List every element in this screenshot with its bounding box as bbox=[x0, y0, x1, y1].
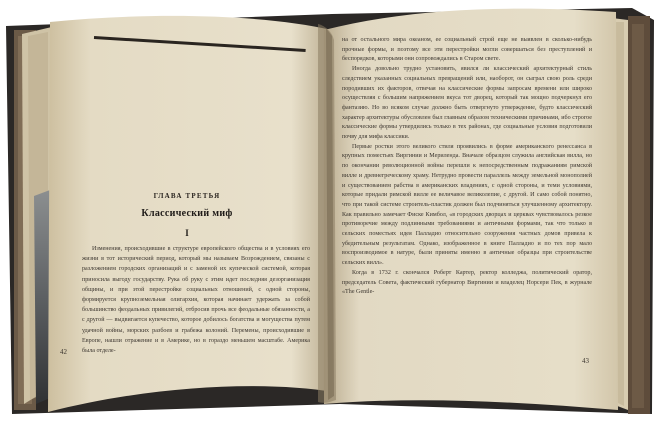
paragraph: Первые ростки этого великого стиля проявились в форме американского ренессанса в крупных поместьях Виргинии и Мериленда. Вначале образцом служила английская вилла, но по окончании революционной войны перешли к непосредственным подражаниям римской вилле и древнегреческому храму. Нетрудно провести параллель между земельной монополией и существованием рабства в американских владениях, с одной стороны, и теми условиями, которые придали римской вилле ее величавое великолепие, с другой. И само собой понятно, что при такой системе строитель-пластик должен был подчиняться улучшенному архитектору. Как правильно замечает Фиске Кимбол, «в городских дворцах и церквах чувствовалось резкое противоречие между подлинными требованиями и античными формами, так что только в сельских поместьях идея Палладио относительно сооружения частных домов привела к убедительным результатам. Однако, изображенное в книге Палладио и по тех пор мало воспроизводимое в натуре, были приняты именно в античные образцы при строительстве сельских вилл». bbox=[342, 143, 592, 267]
paragraph: на от остального мира океаном, ее социальный строй еще не выявлен в сколько-нибудь прочные формы, и поэтому все эти перестройки могли совершаться без преступлений и беспорядков, которыми они сопровождались в Старом свете. bbox=[342, 37, 592, 63]
photo-plate-strip bbox=[34, 190, 50, 404]
right-page-body bbox=[342, 36, 592, 298]
chapter-title: Классический миф bbox=[141, 208, 233, 219]
paragraph: Иногда довольно трудно установить, явился ли классический архитектурный стиль следствием указанных социальных превращений или, наоборот, он сыграл свою роль среди породивших их факторов, отвечая на классические формы запросам времени или широко осуществляя с большим напряжением вкуса тот дворец, который так мощно подчеркнул его фантазию. Но во всяком случае должно быть отвергнуто утверждение, будто классический характер архитектуры обусловлен был главным образом техническими причинами, ибо строгое классические формы утвердились только в тех районах, где социальные условия подготовили почву для мифа классики. bbox=[342, 66, 592, 141]
right-page bbox=[336, 36, 614, 372]
left-page-body: Изменения, происходившие в структуре европейского общества и в условиях его жизни в тот исторический период, который мы называем Возрождением, связаны с разложением городских организаций и с заменой их купеческой системой, которая приносила выгоду государству. Рука об руку с этим идет последняя дезорганизация общины, и при этой перестройке социальных отношений, с одной стороны, формируется крупноземельная олигархия, которая начинает удержать за собой большинство феодальных привилегий, отбросив прочь все феодальные обязанности, а с другой — выдвигается купечество, которое добилось богатства и могущества путем удачной войны, морских разбоев и грабежа колоний. Перемены, происходившие в Европе, нашли отражение и в Америке, но в гораздо меньшем масштабе. Америка была отделе- bbox=[82, 246, 310, 355]
left-page bbox=[56, 22, 318, 380]
right-page-number: 43 bbox=[582, 357, 589, 365]
paragraph: Когда в 1732 г. скончался Роберт Картер, ректор колледжа, политический оратор, председатель Совета, фактический губернатор Виргинии и владелец Норсери Пек, в журнале «The Gentle- bbox=[342, 269, 592, 296]
chapter-rule bbox=[94, 36, 306, 52]
chapter-label: ГЛАВА ТРЕТЬЯ bbox=[153, 192, 221, 200]
section-number: I bbox=[185, 228, 189, 238]
left-page-number: 42 bbox=[60, 348, 67, 356]
